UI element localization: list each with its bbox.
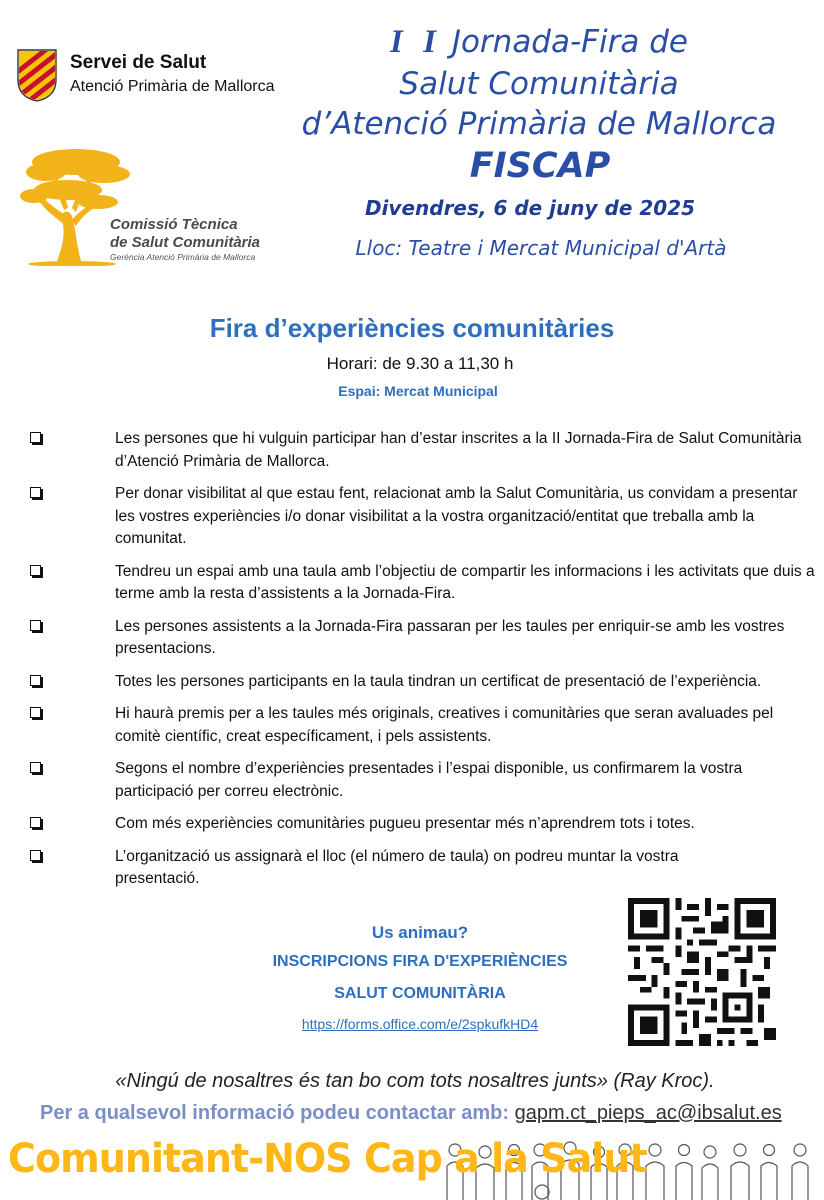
list-item: Com més experiències comunitàries pugueu presentar més n’aprendrem tots i totes. [30,813,820,836]
cta-line2: SALUT COMUNITÀRIA [334,985,506,1002]
checkbox-icon [30,620,41,631]
org-subtitle: Atenció Primària de Mallorca [70,78,275,95]
checkbox-icon [30,850,41,861]
info-list [30,428,820,891]
checkbox-icon [30,817,41,828]
qr-code[interactable] [626,898,778,1046]
quote: «Ningú de nosaltres és tan bo com tots nosaltres junts» (Ray Kroc). [115,1070,715,1092]
event-title-text: Jornada-Fira de [451,24,688,60]
list-item: Totes les persones participants en la taula tindran un certificat de presentació de l’experiència. [30,671,820,694]
registration-link[interactable]: https://forms.office.com/e/2spkufkHD4 [301,1016,539,1032]
edition-number: I I [390,24,442,60]
contact-email[interactable]: gapm.ct_pieps_ac@ibsalut.es [514,1102,782,1124]
section-place: Espai: Mercat Municipal [338,383,498,399]
list-item: Les persones que hi vulguin participar han d’estar inscrites a la II Jornada-Fira de Salut Comunitària d’Atenció Primària de Mallorca. [30,428,820,473]
event-date: Divendres, 6 de juny de 2025 [364,196,696,220]
event-acronym: FISCAP [469,146,611,186]
list-item: Tendreu un espai amb una taula amb l’objectiu de compartir les informacions i les activitats que duis a terme amb la resta d’assistents a la Jornada-Fira. [30,561,820,606]
event-title-line3: d’Atenció Primària de Mallorca [301,106,777,142]
commission-title-line1: Comissió Tècnica [110,216,238,233]
list-item: Hi haurà premis per a les taules més originals, creatives i comunitàries que seran avaluades pel comitè científic, creat específicament, i pels assistents. [30,703,820,748]
commission-title-line2: de Salut Comunitària [110,234,261,251]
commission-subtitle: Gerència Atenció Primària de Mallorca [110,252,256,262]
section-title: Fira d’experiències comunitàries [209,313,615,343]
section-hours: Horari: de 9.30 a 11,30 h [326,354,514,373]
event-title-line2: Salut Comunitària [399,66,679,102]
contact-label: Per a qualsevol informació podeu contactar amb: [40,1102,510,1124]
list-item: L’organització us assignarà el lloc (el número de taula) on podreu muntar la vostra presentació. [30,846,760,891]
checkbox-icon [30,487,41,498]
coat-of-arms-logo [16,48,58,102]
checkbox-icon [30,675,41,686]
checkbox-icon [30,565,41,576]
cta-question: Us animau? [371,923,469,942]
checkbox-icon [30,707,41,718]
checkbox-icon [30,432,41,443]
list-item: Segons el nombre d’experiències presentades i l’espai disponible, us confirmarem la vostra participació per correu electrònic. [30,758,820,803]
event-venue: Lloc: Teatre i Mercat Municipal d'Artà [355,236,727,260]
list-item: Per donar visibilitat al que estau fent, relacionat amb la Salut Comunitària, us convidam a presentar les vostres experiències i/o donar visibilitat a la vostra organització/entitat que treballa amb la comunitat. [30,483,820,551]
footer-slogan: Comunitant-NOS Cap a la Salut [8,1136,647,1182]
contact-line [40,1102,782,1125]
cta-line1: INSCRIPCIONS FIRA D'EXPERIÈNCIES [272,953,568,970]
checkbox-icon [30,762,41,773]
event-title-line1 [274,24,804,61]
org-name: Servei de Salut [70,52,207,73]
list-item: Les persones assistents a la Jornada-Fira passaran per les taules per enriquir-se amb les vostres presentacions. [30,616,820,661]
